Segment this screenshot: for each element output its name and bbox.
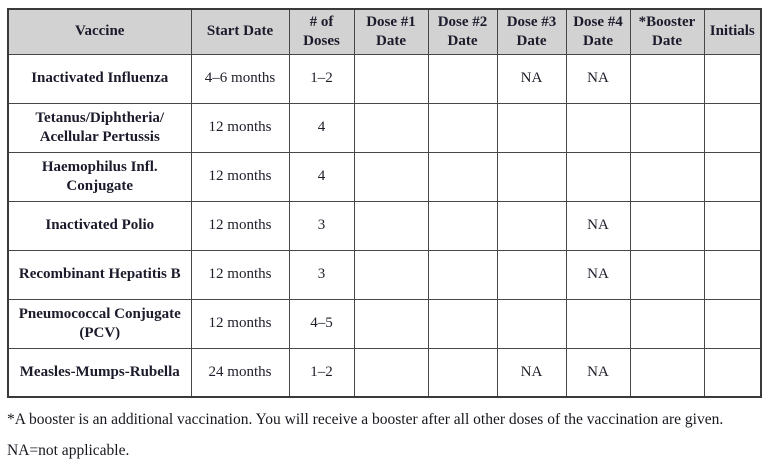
- cell-num-doses: 3: [289, 250, 354, 299]
- cell-dose1-date: [354, 348, 428, 397]
- cell-vaccine-name: Inactivated Influenza: [8, 54, 191, 103]
- cell-vaccine-name: Pneumococcal Conjugate (PCV): [8, 299, 191, 348]
- table-row: [8, 103, 761, 152]
- cell-dose3-date: [497, 299, 566, 348]
- cell-booster-date: [630, 201, 704, 250]
- cell-dose4-date: [566, 299, 630, 348]
- cell-booster-date: [630, 54, 704, 103]
- na-footnote: NA=not applicable.: [7, 441, 130, 459]
- cell-vaccine-name: Inactivated Polio: [8, 201, 191, 250]
- column-header-dose4-date: Dose #4 Date: [566, 9, 630, 54]
- table-row: [8, 299, 761, 348]
- header-row: [8, 9, 761, 54]
- table-row: [8, 250, 761, 299]
- column-header-start-date: Start Date: [191, 9, 289, 54]
- cell-vaccine-name: Recombinant Hepatitis B: [8, 250, 191, 299]
- cell-num-doses: 4–5: [289, 299, 354, 348]
- cell-num-doses: 1–2: [289, 54, 354, 103]
- cell-initials: [704, 54, 761, 103]
- cell-dose4-date: NA: [566, 348, 630, 397]
- cell-initials: [704, 348, 761, 397]
- cell-booster-date: [630, 103, 704, 152]
- cell-start-date: 12 months: [191, 103, 289, 152]
- cell-dose1-date: [354, 201, 428, 250]
- cell-booster-date: [630, 348, 704, 397]
- table-row: [8, 152, 761, 201]
- cell-num-doses: 4: [289, 152, 354, 201]
- cell-num-doses: 4: [289, 103, 354, 152]
- cell-vaccine-name: Haemophilus Infl. Conjugate: [8, 152, 191, 201]
- cell-num-doses: 3: [289, 201, 354, 250]
- cell-dose2-date: [428, 348, 497, 397]
- cell-num-doses: 1–2: [289, 348, 354, 397]
- cell-dose4-date: [566, 152, 630, 201]
- cell-dose4-date: [566, 103, 630, 152]
- table-row: [8, 348, 761, 397]
- cell-initials: [704, 103, 761, 152]
- column-header-num-doses: # of Doses: [289, 9, 354, 54]
- table-row: [8, 201, 761, 250]
- column-header-booster-date: *Booster Date: [630, 9, 704, 54]
- cell-dose4-date: NA: [566, 54, 630, 103]
- cell-start-date: 12 months: [191, 152, 289, 201]
- cell-booster-date: [630, 250, 704, 299]
- column-header-dose2-date: Dose #2 Date: [428, 9, 497, 54]
- cell-dose2-date: [428, 103, 497, 152]
- cell-dose1-date: [354, 250, 428, 299]
- cell-dose1-date: [354, 54, 428, 103]
- vaccine-schedule-table: [7, 8, 762, 398]
- column-header-vaccine: Vaccine: [8, 9, 191, 54]
- cell-vaccine-name: Tetanus/Diphtheria/ Acellular Pertussis: [8, 103, 191, 152]
- cell-start-date: 12 months: [191, 250, 289, 299]
- cell-start-date: 4–6 months: [191, 54, 289, 103]
- column-header-initials: Initials: [704, 9, 761, 54]
- cell-dose3-date: [497, 250, 566, 299]
- cell-start-date: 12 months: [191, 299, 289, 348]
- cell-dose2-date: [428, 201, 497, 250]
- cell-dose1-date: [354, 103, 428, 152]
- cell-dose4-date: NA: [566, 250, 630, 299]
- vaccine-schedule-page: [0, 8, 765, 468]
- cell-dose3-date: [497, 201, 566, 250]
- cell-booster-date: [630, 152, 704, 201]
- cell-dose2-date: [428, 152, 497, 201]
- cell-initials: [704, 201, 761, 250]
- cell-vaccine-name: Measles-Mumps-Rubella: [8, 348, 191, 397]
- cell-booster-date: [630, 299, 704, 348]
- cell-dose3-date: NA: [497, 54, 566, 103]
- cell-dose2-date: [428, 250, 497, 299]
- cell-dose1-date: [354, 152, 428, 201]
- cell-dose2-date: [428, 299, 497, 348]
- cell-dose1-date: [354, 299, 428, 348]
- cell-initials: [704, 152, 761, 201]
- column-header-dose1-date: Dose #1 Date: [354, 9, 428, 54]
- cell-dose2-date: [428, 54, 497, 103]
- cell-dose4-date: NA: [566, 201, 630, 250]
- cell-initials: [704, 250, 761, 299]
- booster-footnote: *A booster is an additional vaccination. You will receive a booster after all other doses of the vaccination are given.: [7, 411, 724, 428]
- cell-dose3-date: [497, 152, 566, 201]
- footnotes: [7, 411, 765, 460]
- cell-initials: [704, 299, 761, 348]
- cell-start-date: 12 months: [191, 201, 289, 250]
- cell-dose3-date: [497, 103, 566, 152]
- table-row: [8, 54, 761, 103]
- column-header-dose3-date: Dose #3 Date: [497, 9, 566, 54]
- cell-start-date: 24 months: [191, 348, 289, 397]
- cell-dose3-date: NA: [497, 348, 566, 397]
